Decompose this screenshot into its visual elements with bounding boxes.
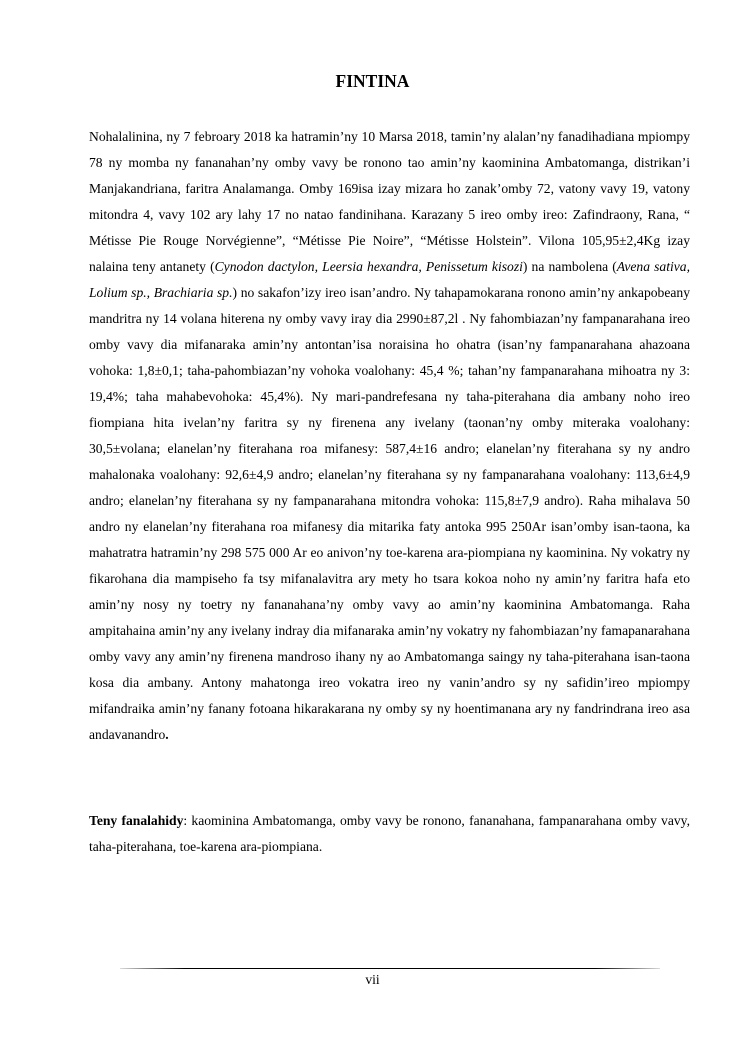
page-number: vii xyxy=(365,972,380,987)
keywords-paragraph xyxy=(89,808,690,860)
abstract-final-period: . xyxy=(165,727,169,742)
keywords-label: Teny fanalahidy xyxy=(89,813,184,828)
abstract-text-1: Nohalalinina, ny 7 febroary 2018 ka hatramin’ny 10 Marsa 2018, tamin’ny alalan’ny fanadihadiana mpiompy 78 ny momba ny fananahan’ny omby vavy be ronono tao amin’ny kaominina Ambatomanga, distrikan’i Manjakandriana, faritra Analamanga. Omby 169isa izay mizara ho zanak’omby 72, vatony vavy 19, vatony mitondra 4, vavy 102 ary lahy 17 no natao fandinihana. Karazany 5 ireo omby ireo: Zafindraony, Rana, “ Métisse Pie Rouge Norvégienne”, “Métisse Pie Noire”, “Métisse Holstein”. Vilona 105,95±2,4Kg izay nalaina teny antanety ( xyxy=(89,129,690,274)
abstract-text-2: ) na nambolena ( xyxy=(522,259,617,274)
abstract-text-3: ) no sakafon’izy ireo isan’andro. Ny tahapamokarana ronono amin’ny ankapobeany mandritra ny 14 volana hiterena ny omby vavy iray dia 2990±87,2l . Ny fahombiazan’ny fampanarahana ireo omby vavy dia mifanaraka amin’ny antontan’isa noraisina ho ohatra (isan’ny fampanarahana ahazoana vohoka: 1,8±0,1; taha-pahombiazan’ny vohoka voalohany: 45,4 %; tahan’ny fampanarahana mihoatra ny 3: 19,4%; taha mahabevohoka: 45,4%). Ny mari-pandrefesana ny taha-piterahana dia ambany noho ireo fiompiana hita ivelan’ny faritra sy ny firenena any ivelany (taonan’ny omby miteraka voalohany: 30,5±volana; elanelan’ny fiterahana roa mifanesy: 587,4±16 andro; elanelan’ny fiterahana sy ny andro mahalonaka voalohany: 92,6±4,9 andro; elanelan’ny fiterahana sy ny fampanarahana voalohany: 113,6±4,9 andro; elanelan’ny fiterahana sy ny fampanarahana mitondra vohoka: 115,8±7,9 andro). Raha mihalava 50 andro ny elanelan’ny fiterahana roa mifanesy dia mitarika faty antoka 995 250Ar isan’omby isan-taona, ka mahatratra hatramin’ny 298 575 000 Ar eo anivon’ny toe-karena ara-piompiana ny kaominina. Ny vokatry ny fikarohana dia mampiseho fa tsy mifanalavitra ary mety ho tsara kokoa noho ny amin’ny faritra hafa eto amin’ny nosy ny toetry ny fananahana’ny omby vavy ao amin’ny kaominina Ambatomanga. Raha ampitahaina amin’ny any ivelany indray dia mifanaraka amin’ny vokatry ny fahombiazan’ny famapanarahana omby vavy any amin’ny firenena mandroso ihany ny ao Ambatomanga saingy ny taha-piterahana isan-taona kosa dia ambany. Antony mahatonga ireo vokatra ireo ny vanin’andro sy ny safidin’ireo mpiompy mifandraika amin’ny fanany fotoana hikarakarana ny omby sy ny hoentimanana ary ny fandrindrana ireo asa andavanandro xyxy=(89,285,691,742)
footer-divider xyxy=(120,968,660,969)
keywords-text: : kaominina Ambatomanga, omby vavy be ronono, fananahana, fampanarahana omby vavy, taha-piterahana, toe-karena ara-piompiana. xyxy=(89,813,690,854)
cultivated-species-italic: Avena sativa, Lolium sp., Brachiaria sp. xyxy=(89,259,691,300)
abstract-paragraph xyxy=(89,124,690,748)
pasture-species-italic: Cynodon dactylon, Leersia hexandra, Penissetum kisozi xyxy=(214,259,523,274)
page-title: FINTINA xyxy=(335,71,410,91)
